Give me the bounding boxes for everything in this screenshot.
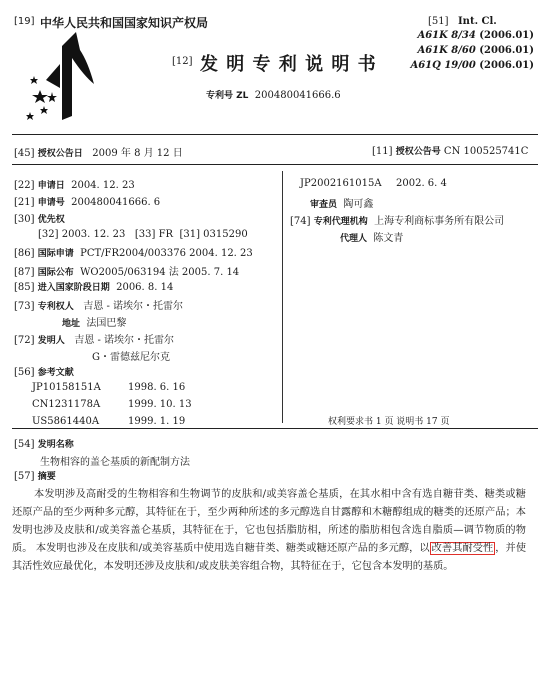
patentee-row: [73] 专利权人 吉恩 - 诺埃尔・托雷尔 [14,301,184,312]
office-name: 中华人民共和国国家知识产权局 [40,16,209,30]
agency-row: [74] 专利代理机构 上海专利商标事务所有限公司 [290,216,505,227]
inid-51: [51] [428,16,449,27]
document-type-title: 发 明 专 利 说 明 书 [200,54,377,75]
sipo-logo-icon [22,28,100,122]
ipc-row: A61K 8/34 (2006.01) [417,30,534,41]
inventor-row: [72] 发明人 吉恩 - 诺埃尔・托雷尔 [14,335,175,346]
divider [12,164,538,165]
references-heading: [56] 参考文献 [14,367,74,378]
intcl-label: Int. Cl. [458,16,497,27]
abstract-text: 本发明涉及高耐受的生物相容和生物调节的皮肤和/或美容盖仑基质，在其水相中含有选自糖苷类、糖类或糖还原产品的至少两种多元醇，其特征在于，至少两种所述的多元醇选自甘露醇和木糖醇组成的糖类的还原产品；本发明也涉及皮肤和/或美容盖仑基质，其特征在于，它也包括脂肪相，所述的脂肪相包含选自脂质—调节物质的物质。 本发明也涉及在皮肤和/或美容基质中使用选自糖苷类、糖类或糖还原产品的多元醇，以 改善其耐受性 ，并使其活性效应最优化，本发明还涉及皮肤和/或皮肤美容组合物，其特征在于，它包含本发明的基质。 [12,489,527,572]
patent-number: 专利号 ZL 200480041666.6 [206,90,341,101]
divider [12,428,538,429]
grant-date-row: [45] 授权公告日 2009 年 8 月 12 日 [14,148,183,159]
priority-heading: [30] 优先权 [14,214,65,225]
reference-row: JP10158151A 1998. 6. 16 [32,382,186,393]
title-heading: [54] 发明名称 [14,439,74,450]
abstract-heading: [57] 摘要 [14,471,56,482]
ipc-row: A61Q 19/00 (2006.01) [410,60,534,71]
grant-number-row: [11] 授权公告号 CN 100525741C [372,146,529,157]
highlighted-phrase: 改善其耐受性 [431,543,494,554]
intl-application-row: [86] 国际申请 PCT/FR2004/003376 2004. 12. 23 [14,248,253,259]
application-number-row: [21] 申请号 200480041666. 6 [14,197,161,208]
intl-publication-row: [87] 国际公布 WO2005/063194 法 2005. 7. 14 [14,267,240,278]
divider [12,134,538,135]
column-divider [282,171,283,423]
inid-19: [19] [14,16,35,27]
page-count: 权利要求书 1 页 说明书 17 页 [328,417,450,427]
inid-12: [12] [172,56,193,67]
inventor-2: G・雷德兹尼尔克 [92,352,170,363]
address-row: 地址 法国巴黎 [62,318,127,329]
reference-row: CN1231178A 1999. 10. 13 [32,399,192,410]
ipc-row: A61K 8/60 (2006.01) [417,45,534,56]
national-phase-row: [85] 进入国家阶段日期 2006. 8. 14 [14,282,174,293]
invention-title: 生物相容的盖仑基质的新配制方法 [40,457,190,468]
agent-row: 代理人 陈文青 [340,233,404,244]
reference-row: US5861440A 1999. 1. 19 [32,416,186,427]
priority-row: [32] 2003. 12. 23 [33] FR [31] 0315290 [38,229,248,240]
application-date-row: [22] 申请日 2004. 12. 23 [14,180,135,191]
examiner-row: 审查员 陶可鑫 [310,199,374,210]
reference-row: JP2002161015A 2002. 6. 4 [300,178,447,189]
